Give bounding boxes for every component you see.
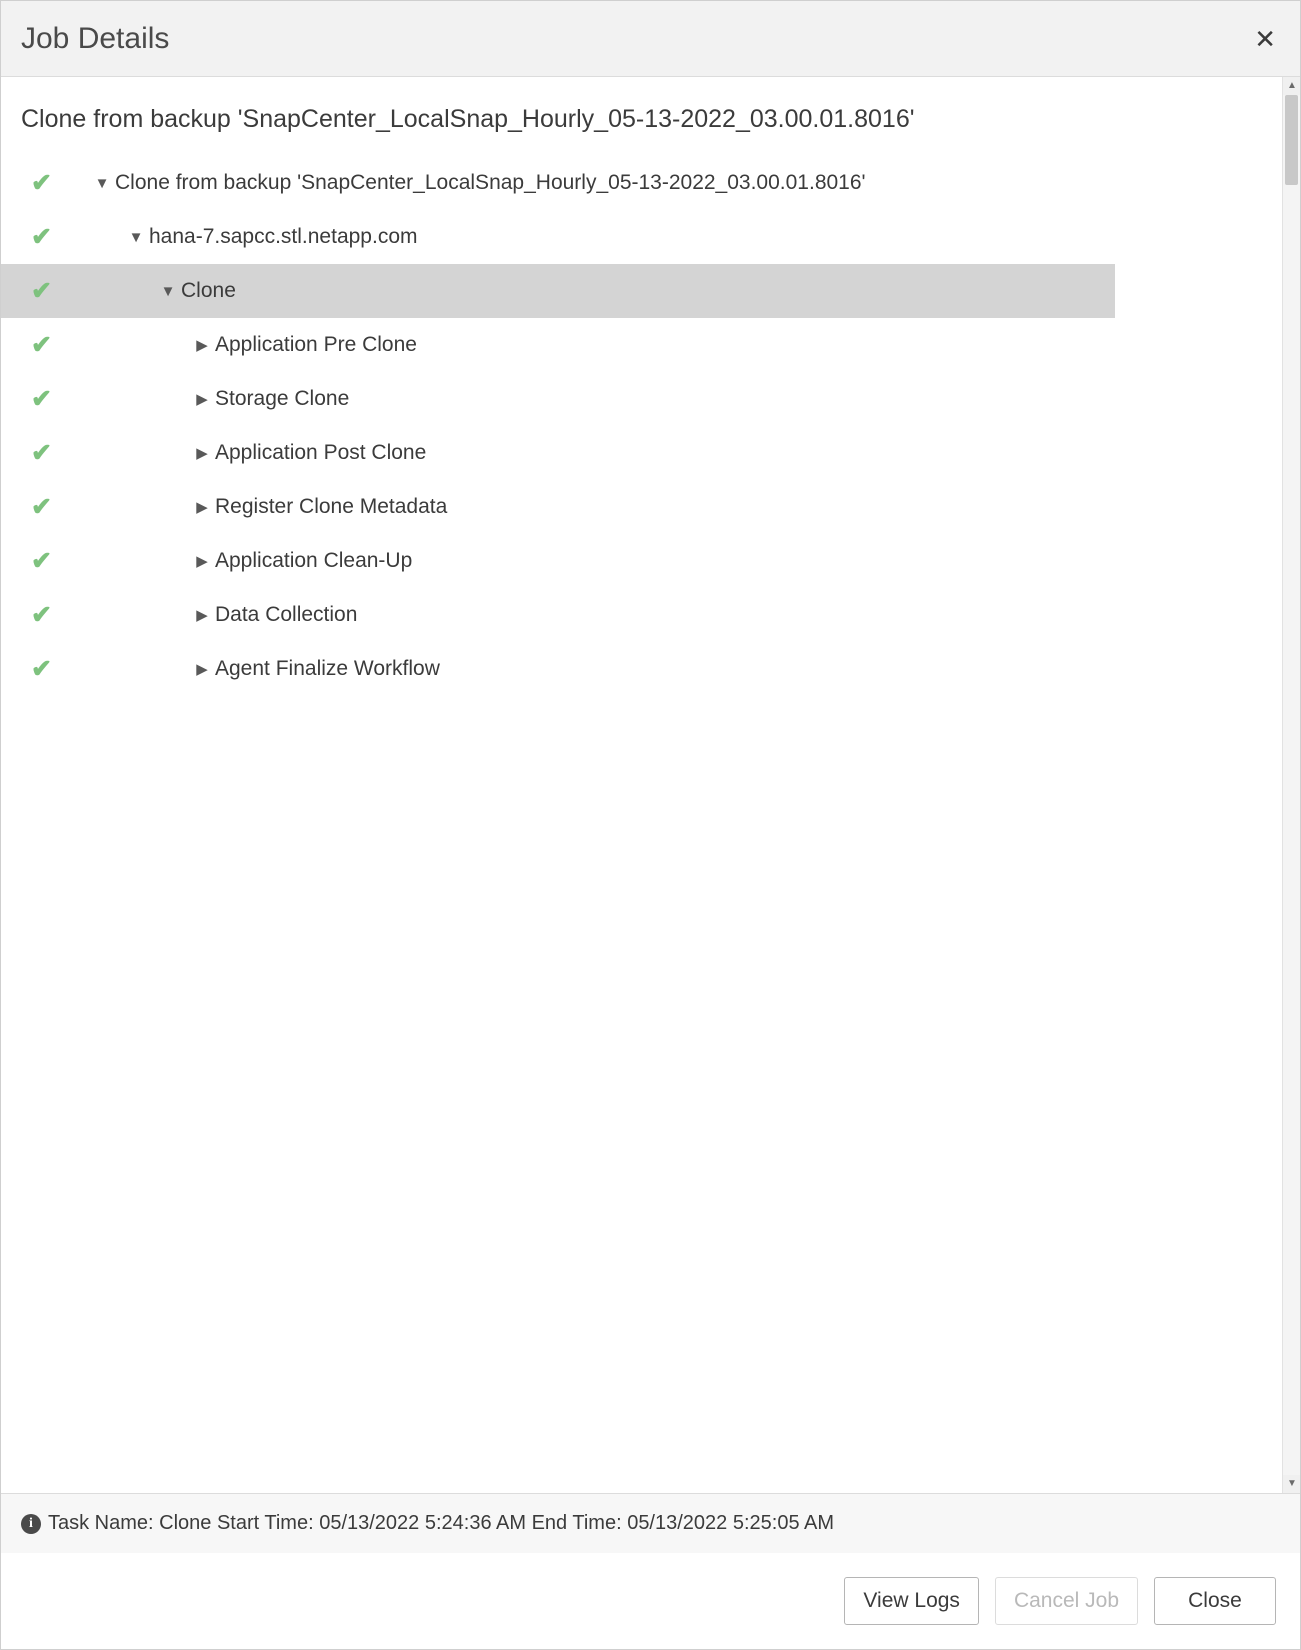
chevron-right-icon[interactable] xyxy=(189,498,215,516)
cancel-job-button: Cancel Job xyxy=(995,1577,1138,1625)
success-check-icon xyxy=(31,171,61,196)
chevron-right-icon[interactable] xyxy=(189,606,215,624)
tree-node-label: Application Post Clone xyxy=(215,441,427,464)
dialog-body xyxy=(1,77,1300,1553)
dialog-titlebar xyxy=(1,1,1300,77)
tree-node-storage-clone[interactable] xyxy=(1,372,1300,426)
chevron-right-icon[interactable] xyxy=(189,552,215,570)
success-check-icon xyxy=(31,603,61,628)
view-logs-button[interactable]: View Logs xyxy=(844,1577,979,1625)
tree-node-label: Data Collection xyxy=(215,603,358,626)
tree-node-label: Register Clone Metadata xyxy=(215,495,448,518)
chevron-right-icon[interactable] xyxy=(189,444,215,462)
success-check-icon xyxy=(31,225,61,250)
scroll-up-icon[interactable]: ▲ xyxy=(1283,77,1300,95)
status-bar xyxy=(1,1493,1300,1553)
tree-node-label: Clone xyxy=(181,279,236,302)
status-text: Task Name: Clone Start Time: 05/13/2022 5:24:36 AM End Time: 05/13/2022 5:25:05 AM xyxy=(48,1512,835,1534)
info-icon: i xyxy=(21,1514,41,1534)
scrollbar-thumb[interactable] xyxy=(1285,95,1298,185)
scroll-down-icon[interactable]: ▼ xyxy=(1283,1475,1300,1493)
tree-node-data-collection[interactable] xyxy=(1,588,1300,642)
tree-node-application-pre-clone[interactable] xyxy=(1,318,1300,372)
tree-node-label: Clone from backup 'SnapCenter_LocalSnap_Hourly_05-13-2022_03.00.01.8016' xyxy=(115,171,866,194)
chevron-right-icon[interactable] xyxy=(189,390,215,408)
tree-node-agent-finalize-workflow[interactable] xyxy=(1,642,1300,696)
tree-node-application-clean-up[interactable] xyxy=(1,534,1300,588)
success-check-icon xyxy=(31,333,61,358)
success-check-icon xyxy=(31,387,61,412)
chevron-down-icon[interactable] xyxy=(155,283,181,300)
close-icon[interactable]: ✕ xyxy=(1254,23,1276,54)
vertical-scrollbar[interactable] xyxy=(1282,77,1300,1493)
success-check-icon xyxy=(31,657,61,682)
dialog-title: Job Details xyxy=(21,21,170,55)
chevron-down-icon[interactable] xyxy=(123,229,149,246)
tree-node-label: Application Pre Clone xyxy=(215,333,417,356)
chevron-down-icon[interactable] xyxy=(89,175,115,192)
tree-node-application-post-clone[interactable] xyxy=(1,426,1300,480)
page-title: Clone from backup 'SnapCenter_LocalSnap_Hourly_05-13-2022_03.00.01.8016' xyxy=(21,105,915,133)
tree-node-label: hana-7.sapcc.stl.netapp.com xyxy=(149,225,418,248)
tree-node-label: Agent Finalize Workflow xyxy=(215,657,440,680)
tree-node-host[interactable] xyxy=(1,210,1300,264)
chevron-right-icon[interactable] xyxy=(189,660,215,678)
close-button[interactable]: Close xyxy=(1154,1577,1276,1625)
success-check-icon xyxy=(31,441,61,466)
tree-node-clone[interactable] xyxy=(1,264,1115,318)
tree-node-clone-from-backup[interactable] xyxy=(1,156,1300,210)
job-details-content xyxy=(1,77,1300,1493)
dialog-footer xyxy=(1,1553,1300,1649)
success-check-icon xyxy=(31,279,61,304)
tree-node-label: Storage Clone xyxy=(215,387,350,410)
success-check-icon xyxy=(31,549,61,574)
job-task-tree xyxy=(1,156,1300,696)
chevron-right-icon[interactable] xyxy=(189,336,215,354)
tree-node-label: Application Clean-Up xyxy=(215,549,413,572)
tree-node-register-clone-metadata[interactable] xyxy=(1,480,1300,534)
success-check-icon xyxy=(31,495,61,520)
